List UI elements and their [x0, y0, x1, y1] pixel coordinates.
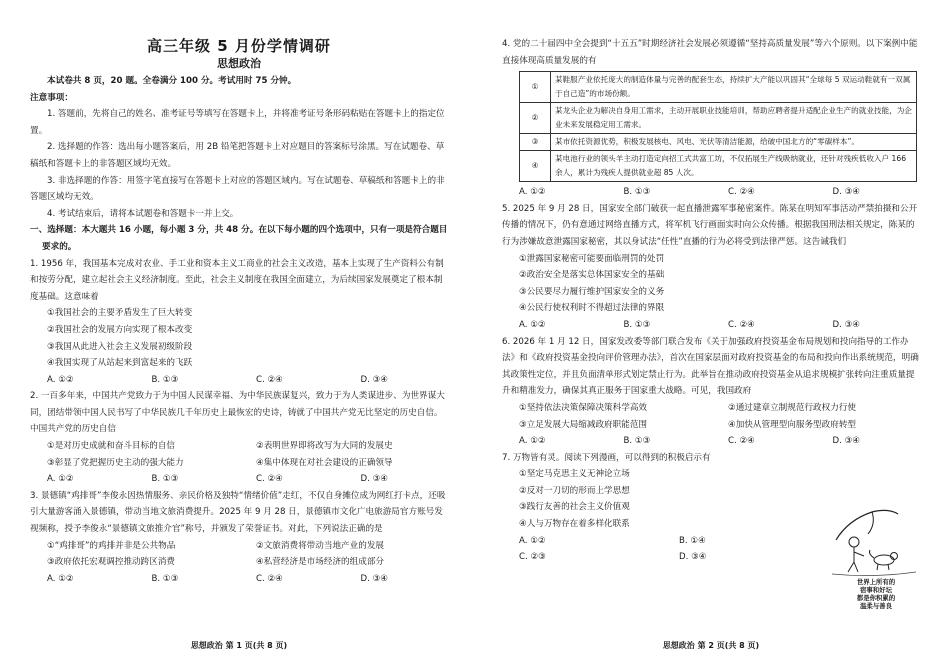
animal-legs [870, 550, 890, 570]
option-b: B. ①③ [623, 319, 651, 330]
case-number: ① [520, 72, 551, 103]
question-stem: 6. 2026 年 1 月 12 日，国家发改委等部门联合发布《关于加强政府投资基金布局规划和投向指导的工作办法》和《政府投资基金投向评价管理办法》，首次在国家层面对政府投资基金的布局和投向作出系统规范，明确其政策性定位，并且负面清单形式划定禁止行为。此举旨在推动政府投资基金从追求规模扩张转向注重质量提升和精准发力，确保其真正服务于国家重大战略。可见，我国政府 [502, 336, 919, 397]
person-head [849, 537, 859, 547]
question-item: ②反对一刀切的形而上学思想 [519, 485, 630, 496]
option-a: A. ①② [519, 187, 546, 198]
option-d: D. ③④ [360, 474, 388, 485]
ground-line [832, 572, 916, 576]
question-item: ④我国实现了从站起来到富起来的飞跃 [47, 358, 193, 369]
answer-options [502, 533, 822, 566]
option-a: A. ①② [47, 374, 74, 385]
option-c: C. ②④ [728, 319, 755, 330]
question-item: ④加快从管理型向服务型政府转型 [728, 419, 857, 430]
question-item: ③立足发展大局缩减政府职能范围 [519, 419, 648, 430]
question-item: ②通过建章立制规范行政权力行使 [728, 402, 857, 413]
question-item: ①我国社会的主要矛盾发生了巨大转变 [47, 308, 193, 319]
person-body [848, 547, 864, 572]
cartoon-caption-line: 都是你积累的 [856, 594, 896, 602]
question-item: ③我国从此进入社会主义发展初级阶段 [47, 341, 193, 352]
option-a: A. ①② [47, 474, 74, 485]
question-stem: 7. 万物皆有灵。阅读下列漫画，可以得到的积极启示有 [502, 452, 711, 463]
page-footer-left: 思想政治 第 1 页(共 8 页) [190, 641, 288, 650]
option-d: D. ③④ [360, 573, 388, 584]
option-c: C. ②③ [519, 552, 546, 563]
case-number: ④ [520, 151, 551, 182]
question-item: ①坚持依法决策保障决策科学高效 [519, 402, 648, 413]
option-b: B. ①③ [151, 573, 179, 584]
question-item: ③彰显了党把握历史主动的强大能力 [47, 457, 184, 468]
answer-options [30, 471, 448, 488]
exam-subject: 思想政治 [217, 57, 261, 70]
question-stem: 1. 1956 年，我国基本完成对农业、手工业和资本主义工商业的社会主义改造，基本上实现了生产资料公有制和按劳分配，建立起社会主义经济制度。至此，社会主义制度在我国全面建立，为后续国家发展奠定了根本制度基础。这意味着 [30, 258, 444, 302]
question-item: ②表明世界即将改写为大同的发展史 [256, 441, 393, 452]
option-d: D. ③④ [832, 436, 860, 447]
case-text: 某市依托资源优势，积极发展核电、风电、光伏等清洁能源，给破中国北方的“零碳样本”。 [551, 134, 917, 151]
option-d: D. ③④ [679, 552, 707, 563]
question-items [30, 538, 448, 571]
question-2 [30, 388, 448, 488]
notice-heading: 注意事项： [30, 92, 73, 103]
table-row [520, 151, 917, 182]
question-7 [502, 450, 822, 566]
case-number: ② [520, 103, 551, 134]
option-c: C. ②④ [256, 374, 283, 385]
answer-options [502, 184, 920, 201]
question-item: ④公民行使权利时不得超过法律的界限 [519, 303, 665, 314]
question-1 [30, 256, 448, 389]
question-stem: 3. 景德镇“鸡排哥”李俊永因热情服务、亲民价格及独特“情绪价值”走红，不仅自身摊位成为网红打卡点，还吸引大量游客涌入景德镇，带动当地文旅消费提升。2025 年 9 月 28 日，景德镇市文化广电旅游局官方账号发视频称，授予李俊永“景德镇文旅推介官”称号，并颁发了荣誉证书。对此，下列说法正确的是 [30, 490, 446, 535]
question-item: ③公民要尽力履行维护国家安全的义务 [519, 286, 665, 297]
case-number: ③ [520, 134, 551, 151]
branch-line [836, 510, 898, 540]
question-3 [30, 488, 448, 588]
question-item: ①泄露国家秘密可能要面临刑罚的处罚 [519, 253, 665, 264]
table-row [520, 134, 917, 151]
branch-line [868, 512, 873, 534]
question-item: ④私营经济是市场经济的组成部分 [256, 557, 385, 568]
question-item: ①是对历史成就和奋斗目标的自信 [47, 441, 176, 452]
cartoon-illustration [828, 500, 920, 612]
question-item: ②政治安全是落实总体国家安全的基础 [519, 270, 665, 281]
answer-options [502, 433, 920, 450]
question-5 [502, 201, 920, 334]
cartoon-caption-line: 温柔与善良 [860, 602, 892, 610]
right-column [502, 36, 920, 566]
page-footer-right: 思想政治 第 2 页(共 8 页) [662, 641, 760, 650]
option-b: B. ①③ [151, 474, 179, 485]
option-a: A. ①② [519, 319, 546, 330]
option-c: C. ②④ [728, 187, 755, 198]
left-column [30, 36, 448, 587]
question-stem: 5. 2025 年 9 月 28 日，国家安全部门破获一起直播泄露军事秘密案件。陈某在明知军事活动严禁拍摄和公开传播的情况下，仍有意通过网络直播方式，将军机飞行画面实时向公众传播。根据我国刑法相关规定，陈某的行为涉嫌故意泄露国家秘密，其以身试法“任性”直播的行为必将受到法律严惩。这告诫我们 [502, 203, 918, 247]
question-stem: 2. 一百多年来，中国共产党致力于为中国人民谋幸福、为中华民族谋复兴，致力于为人类谋进步、为世界谋大同，团结带领中国人民书写了中华民族几千年历史上最恢宏的史诗，铸就了中国共产党无比坚定的历史自信。中国共产党的历史自信 [30, 391, 445, 435]
option-d: D. ③④ [360, 374, 388, 385]
option-a: A. ①② [519, 535, 546, 546]
answer-options [30, 571, 448, 588]
case-text: 某龙头企业为解决自身用工需求，主动开展职业技能培训，帮助应聘者提升适配企业生产的就业技能，为企业未来发展稳定用工需求。 [551, 103, 917, 134]
option-a: A. ①② [47, 573, 74, 584]
cartoon-caption-line: 世界上所有的 [856, 578, 896, 586]
question-item: ①坚定马克思主义无神论立场 [519, 469, 630, 480]
cartoon-caption [856, 577, 896, 610]
option-b: B. ①④ [679, 535, 706, 546]
cartoon-caption-line: 宿事和好坛 [860, 586, 892, 594]
option-b: B. ①③ [623, 436, 651, 447]
option-c: C. ②④ [728, 436, 755, 447]
question-item: ③践行友善的社会主义价值观 [519, 502, 630, 513]
option-a: A. ①② [519, 436, 546, 447]
table-row [520, 72, 917, 103]
notice-item: 3. 非选择题的作答：用签字笔直接写在答题卡上对应的答题区域内。写在试题卷、草稿纸和答题卡上的非答题区域均无效。 [30, 175, 445, 203]
option-b: B. ①③ [151, 374, 179, 385]
column-divider [474, 36, 475, 626]
option-c: C. ②④ [256, 573, 283, 584]
notice-item: 1. 答题前，先将自己的姓名、准考证号等填写在答题卡上，并将准考证号条形码粘贴在答题卡上的指定位置。 [30, 109, 445, 136]
exam-title: 高三年级 5 月份学情调研 [147, 37, 331, 55]
answer-options [30, 372, 448, 389]
question-items [30, 438, 448, 471]
question-items [502, 400, 920, 433]
question-item: ②文旅消费将带动当地产业的发展 [256, 540, 385, 551]
answer-options [502, 317, 920, 334]
case-text: 某鞋服产业依托庞大的制造体量与完善的配套生态，持续扩大产能以巩固其“全球每 5 双运动鞋就有一双属于自己造”的市场份额。 [551, 72, 917, 103]
table-row [520, 103, 917, 134]
case-text: 某电池行业的领头羊主动打造定向招工式共富工坊，不仅拓展生产线吸纳就业，还针对残疾低收入户 166 余人，累计为残疾人提供就业超 85 人次。 [551, 151, 917, 182]
question-item: ④集中体现在对社会建设的正确领导 [256, 457, 393, 468]
question-6 [502, 334, 920, 450]
question-item: ①“鸡排哥”的鸡排并非是公共物品 [47, 540, 176, 551]
option-d: D. ③④ [832, 187, 860, 198]
option-c: C. ②④ [256, 474, 283, 485]
option-d: D. ③④ [832, 319, 860, 330]
option-b: B. ①③ [623, 187, 651, 198]
question-stem: 4. 党的二十届四中全会提到“十五五”时期经济社会发展必须遵循“坚持高质量发展”等六个原则。以下案例中能直接体现高质量发展的有 [502, 39, 918, 66]
question-item: ③政府依托宏观调控推动跨区消费 [47, 557, 176, 568]
notice-item: 2. 选择题的作答：选出每小题答案后，用 2B 铅笔把答题卡上对应题目的答案标号涂黑。写在试题卷、草稿纸和答题卡上的非答题区域均无效。 [30, 142, 445, 169]
exam-info: 本试卷共 8 页，20 题。全卷满分 100 分。考试用时 75 分钟。 [47, 76, 297, 86]
question-item: ②我国社会的发展方向实现了根本改变 [47, 324, 193, 335]
section-heading: 一、选择题：本大题共 16 小题，每小题 3 分，共 48 分。在以下每小题的四个选项中，只有一项是符合题目要求的。 [30, 225, 448, 252]
case-table [519, 71, 917, 182]
notice-item: 4. 考试结束后，请将本试题卷和答题卡一并上交。 [47, 208, 239, 219]
question-4 [502, 36, 920, 201]
question-item: ④人与万物存在着多样化联系 [519, 519, 630, 530]
